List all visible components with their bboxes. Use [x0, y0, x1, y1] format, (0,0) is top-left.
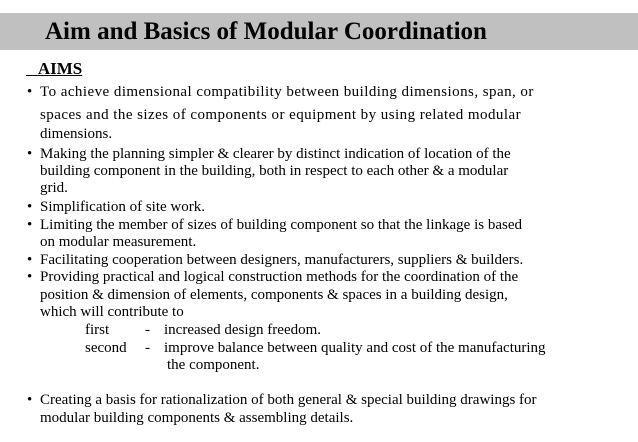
sub-item-dash: - — [145, 340, 150, 356]
aims-heading-text: AIMS — [37, 59, 83, 78]
bullet-marker: • — [27, 392, 33, 408]
sub-item-term: second — [85, 340, 127, 356]
list-item-line: building component in the building, both in respect to each other & a modular — [40, 163, 509, 179]
slide-title: Aim and Basics of Modular Coordination — [45, 18, 487, 45]
list-item-line: which will contribute to — [40, 304, 184, 320]
list-item-line: Providing practical and logical construction methods for the coordination of the — [40, 269, 519, 285]
list-item-line: Simplification of site work. — [40, 199, 205, 215]
list-item-line: Making the planning simpler & clearer by distinct indication of location of the — [40, 146, 511, 162]
sub-item-text: improve balance between quality and cost of the manufacturing — [164, 340, 546, 356]
list-item-line: on modular measurement. — [40, 234, 197, 250]
list-item-line: Creating a basis for rationalization of both general & special building drawings for — [40, 392, 537, 408]
sub-item-continuation: the component. — [167, 357, 260, 373]
sub-item-term: first — [85, 322, 110, 338]
list-item-line: grid. — [40, 180, 68, 196]
bullet-marker: • — [27, 217, 33, 233]
list-item-line: Facilitating cooperation between designers, manufacturers, suppliers & builders. — [40, 252, 524, 268]
sub-item-dash: - — [145, 322, 150, 338]
list-item-line: modular building components & assembling details. — [40, 410, 354, 426]
bullet-marker: • — [27, 252, 33, 268]
bullet-marker: • — [27, 84, 33, 100]
list-item-line: Limiting the member of sizes of building component so that the linkage is based — [40, 217, 522, 233]
list-item-line: dimensions. — [40, 126, 113, 142]
list-item-line: spaces and the sizes of components or equipment by using related modular — [40, 107, 522, 123]
bullet-marker: • — [27, 199, 33, 215]
bullet-marker: • — [27, 269, 33, 285]
list-item-line: To achieve dimensional compatibility between building dimensions, span, or — [40, 84, 534, 100]
bullet-marker: • — [27, 146, 33, 162]
list-item-line: position & dimension of elements, components & spaces in a building design, — [40, 287, 508, 303]
sub-item-text: increased design freedom. — [164, 322, 322, 338]
